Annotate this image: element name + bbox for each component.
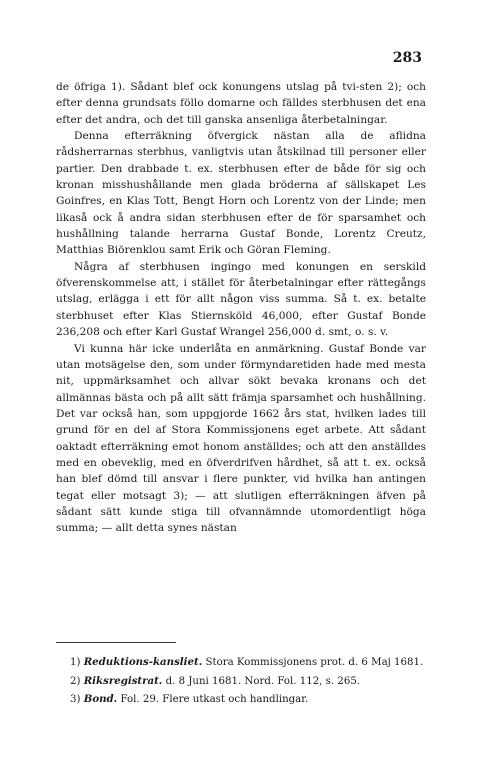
footnote — [70, 655, 425, 671]
footnote-marker: 3) — [70, 694, 81, 705]
footnote — [70, 692, 425, 708]
footnote-text: d. 8 Juni 1681. Nord. Fol. 112, s. 265. — [165, 675, 361, 687]
footnote-divider — [56, 642, 176, 643]
footnote-marker: 1) — [70, 657, 81, 668]
footnotes — [70, 655, 425, 711]
footnote-text: Stora Kommissjonens prot. d. 6 Maj 1681. — [205, 657, 424, 668]
paragraph: Vi kunna här icke underlåta en anmärkning. Gustaf Bonde var utan motsägelse den, som under förmyndaretiden hade med mesta nit, uppmärksamhet och allvar sökt bevaka kronans och det allmännas bästa och på allt sätt främja sparsamhet och hushållning. Det var också han, som uppgjorde 1662 års stat, hvilken lades till grund för en del af Stora Kommissjonens eget arbete. Att sådant oaktadt efterräkning emot honom anställdes; och att den anställdes med en obeveklig, med en öfverdrifven hårdhet, så att t. ex. också han blef dömd till ansvar i flere punkter, vid hvilka han antingen tegat eller motsagt 3); — att slutligen efterräkningen äfven på sådant sätt kunde stiga till ofvannämnde utomordentligt höga summa; — allt detta synes nästan — [56, 342, 426, 535]
page-number: 283 — [392, 50, 422, 66]
footnote-text: Fol. 29. Flere utkast och handlingar. — [120, 694, 309, 705]
footnote-source: Riksregistrat. — [83, 674, 163, 687]
footnote-source: Reduktions-kansliet. — [83, 656, 203, 668]
paragraph: Några af sterbhusen ingingo med konungen en serskild öfverenskommelse att, i stället för återbetalningar efter rättegångs utslag, erlägga i ett för allt någon viss summa. Så t. ex. betalte sterbhuset efter Klas Stiernsköld 46,000, efter Gustaf Bonde 236,208 och efter Karl Gustaf Wrangel 256,000 d. smt, o. s. v. — [56, 260, 426, 339]
paragraph: Denna efterräkning öfvergick nästan alla de aflidna rådsherrarnas sterbhus, vanligtvis utan åtskilnad till personer eller partier. Den drabbade t. ex. sterbhusen efter de både för sig och kronan misshushållande men glada bröderna af sällskapet Les Goinfres, en Klas Tott, Bengt Horn och Lorentz von der Linde; men likaså ock å andra sidan sterbhusen efter de för sparsamhet och hushållning talande herrarna Gustaf Bonde, Lorentz Creutz, Matthias Biörenklou samt Erik och Göran Fleming. — [56, 130, 426, 257]
footnote — [70, 674, 425, 690]
footnote-source: Bond. — [83, 693, 118, 705]
body-text — [56, 79, 426, 537]
paragraph: de öfriga 1). Sådant blef ock konungens utslag på tvi-sten 2); och efter denna grundsats föllo domarne och fälldes sterbhusen det ena efter det andra, och det till ganska ansenliga återbetalningar. — [56, 81, 426, 126]
footnote-marker: 2) — [70, 675, 81, 687]
